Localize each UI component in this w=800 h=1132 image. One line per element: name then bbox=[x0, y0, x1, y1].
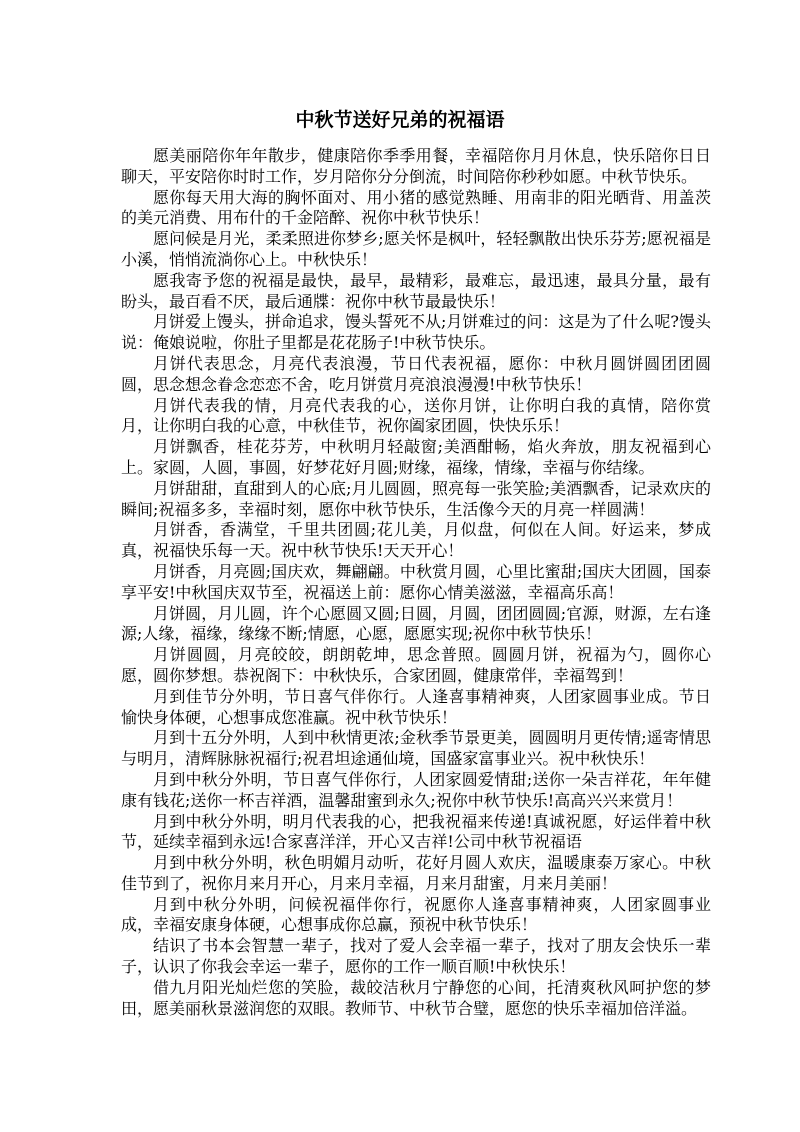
paragraph: 月饼香，香满堂，千里共团圆;花儿美，月似盘，何似在人间。好运来，梦成真，祝福快乐每一天。祝中秋节快乐!天天开心！ bbox=[121, 520, 711, 561]
paragraph: 月饼甜甜，直甜到人的心底;月儿圆圆，照亮每一张笑脸;美酒飘香，记录欢庆的瞬间;祝福多多，幸福时刻，愿你中秋节快乐，生活像今天的月亮一样圆满！ bbox=[121, 478, 711, 519]
paragraph: 月到中秋分外明，秋色明媚月动听，花好月圆人欢庆，温暖康泰万家心。中秋佳节到了，祝你月来月开心，月来月幸福，月来月甜蜜，月来月美丽！ bbox=[121, 853, 711, 893]
paragraph: 月饼爱上馒头，拼命追求，馒头誓死不从;月饼难过的问：这是为了什么呢?馒头说：俺娘说啦，你肚子里都是花花肠子!中秋节快乐。 bbox=[121, 312, 711, 353]
paragraph: 月到佳节分外明，节日喜气伴你行。人逢喜事精神爽，人团家圆事业成。节日愉快身体硬，心想事成您准赢。祝中秋节快乐！ bbox=[121, 686, 711, 727]
paragraph: 愿问候是月光，柔柔照进你梦乡;愿关怀是枫叶，轻轻飘散出快乐芬芳;愿祝福是小溪，悄悄流淌你心上。中秋快乐！ bbox=[121, 229, 711, 269]
paragraph: 结识了书本会智慧一辈子，找对了爱人会幸福一辈子，找对了朋友会快乐一辈子，认识了你我会幸运一辈子，愿你的工作一顺百顺!中秋快乐！ bbox=[121, 936, 711, 977]
paragraph: 月饼代表我的情，月亮代表我的心，送你月饼，让你明白我的真情，陪你赏月，让你明白我的心意，中秋佳节，祝你阖家团圆，快快乐乐！ bbox=[121, 395, 711, 436]
paragraph: 愿美丽陪你年年散步，健康陪你季季用餐，幸福陪你月月休息，快乐陪你日日聊天，平安陪你时时工作，岁月陪你分分倒流，时间陪你秒秒如愿。中秋节快乐。 bbox=[121, 146, 711, 186]
paragraph: 月饼圆，月儿圆，许个心愿圆又圆;日圆，月圆，团团圆圆;官源，财源，左右逢源;人缘，福缘，缘缘不断;情愿，心愿，愿愿实现;祝你中秋节快乐！ bbox=[121, 603, 711, 644]
paragraph: 月饼圆圆，月亮皎皎，朗朗乾坤，思念普照。圆圆月饼，祝福为勺，圆你心愿，圆你梦想。恭祝阁下：中秋快乐，合家团圆，健康常伴，幸福驾到！ bbox=[121, 645, 711, 685]
paragraph: 借九月阳光灿烂您的笑脸，裁皎洁秋月宁静您的心间，托清爽秋风呵护您的梦田，愿美丽秋景滋润您的双眼。教师节、中秋节合璧，愿您的快乐幸福加倍洋溢。 bbox=[121, 977, 711, 1018]
paragraph: 愿我寄予您的祝福是最快，最早，最精彩，最难忘，最迅速，最具分量，最有盼头，最百看不厌，最后通牒：祝你中秋节最最快乐！ bbox=[121, 270, 711, 311]
document-title: 中秋节送好兄弟的祝福语 bbox=[295, 109, 505, 131]
paragraph: 月到十五分外明，人到中秋情更浓;金秋季节景更美，圆圆明月更传情;遥寄情思与明月，清辉脉脉祝福行;祝君坦途通仙境，国盛家富事业兴。祝中秋快乐！ bbox=[121, 728, 711, 769]
paragraph: 月饼飘香，桂花芬芳，中秋明月轻敲窗;美酒酣畅，焰火奔放，朋友祝福到心上。家圆，人圆，事圆，好梦花好月圆;财缘，福缘，情缘，幸福与你结缘。 bbox=[121, 437, 711, 477]
paragraph: 月到中秋分外明，问候祝福伴你行，祝愿你人逢喜事精神爽，人团家圆事业成，幸福安康身体硬，心想事成你总赢，预祝中秋节快乐！ bbox=[121, 894, 711, 935]
paragraph: 月饼香，月亮圆;国庆欢，舞翩翩。中秋赏月圆，心里比蜜甜;国庆大团圆，国泰享平安!中秋国庆双节至，祝福送上前：愿你心情美滋滋，幸福高乐高！ bbox=[121, 561, 711, 602]
paragraph: 月饼代表思念，月亮代表浪漫，节日代表祝福，愿你：中秋月圆饼圆团团圆圆，思念想念眷念恋恋不舍，吃月饼赏月亮浪浪漫漫!中秋节快乐！ bbox=[121, 353, 711, 394]
paragraph: 月到中秋分外明，明月代表我的心，把我祝福来传递!真诚祝愿，好运伴着中秋节，延续幸福到永远!合家喜洋洋，开心又吉祥!公司中秋节祝福语 bbox=[121, 811, 711, 852]
document-body bbox=[121, 146, 711, 1019]
paragraph: 愿你每天用大海的胸怀面对、用小猪的感觉熟睡、用南非的阳光晒背、用盖茨的美元消费、用布什的千金陪醉、祝你中秋节快乐！ bbox=[121, 187, 711, 228]
paragraph: 月到中秋分外明，节日喜气伴你行，人团家圆爱情甜;送你一朵吉祥花，年年健康有钱花;送你一杯吉祥酒，温馨甜蜜到永久;祝你中秋节快乐!高高兴兴来赏月！ bbox=[121, 769, 711, 810]
